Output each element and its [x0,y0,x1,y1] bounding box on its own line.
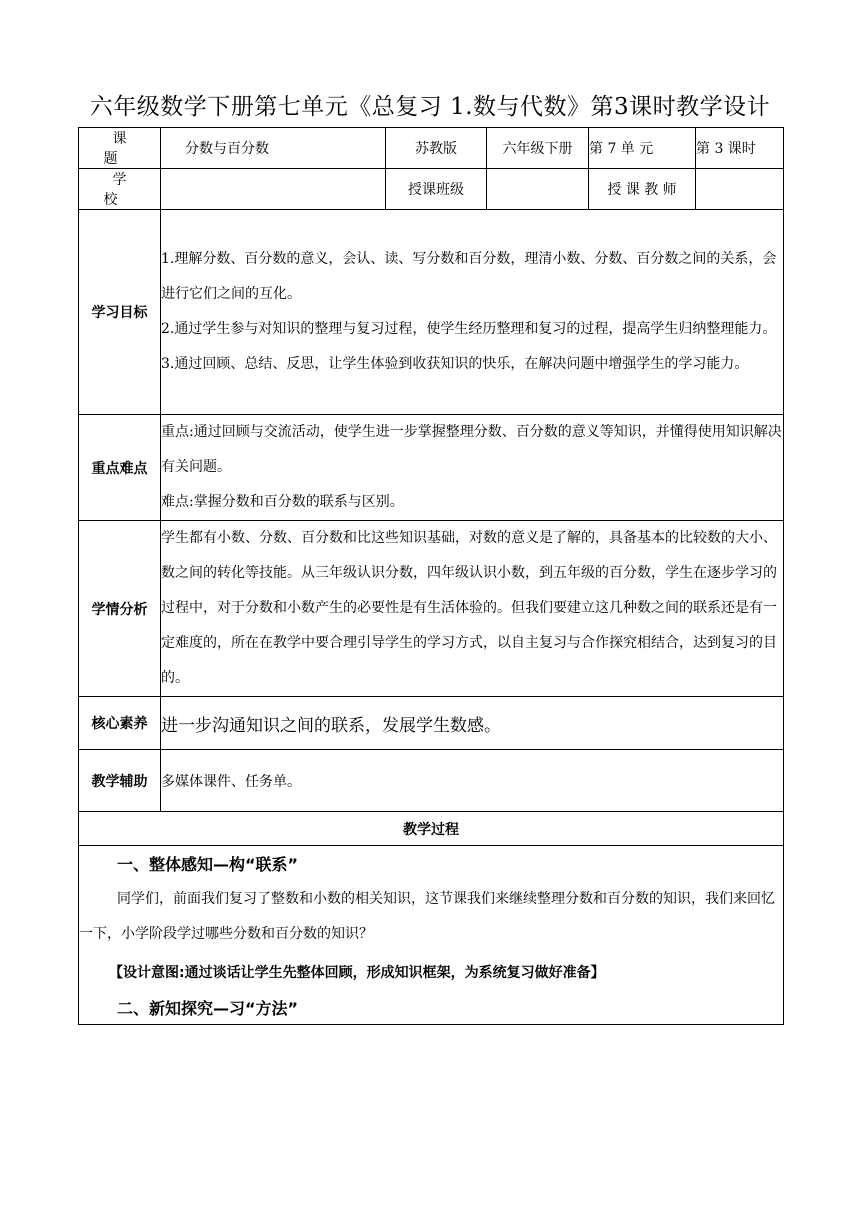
analysis-content [161,521,784,697]
topic-label: 课 题 [79,128,161,169]
row-literacy [79,697,784,750]
row-process-header [79,812,784,846]
school-value [161,169,386,210]
teacher-label: 授 课 教 师 [589,169,696,210]
publisher-value: 苏教版 [386,128,487,169]
keypoint-item: 重点:通过回顾与交流活动，使学生进一步掌握整理分数、百分数的意义等知识，并懂得使用知识解决有关问题。 [161,424,782,475]
goal-item: 3.通过回顾、总结、反思，让学生体验到收获知识的快乐，在解决问题中增强学生的学习能力。 [161,356,749,372]
keypoint-item: 难点:掌握分数和百分数的联系与区别。 [161,494,404,510]
goals-label: 学习目标 [79,210,161,415]
keypoints-content [161,415,784,521]
row-analysis [79,521,784,697]
analysis-label: 学情分析 [79,521,161,697]
row-aids [79,750,784,812]
row-process [79,846,784,1025]
unit-value: 第 7 单 元 [589,128,696,169]
goals-content [161,210,784,415]
row-goals [79,210,784,415]
section1-text: 同学们，前面我们复习了整数和小数的相关知识，这节课我们来继续整理分数和百分数的知识，我们来回忆一下，小学阶段学过哪些分数和百分数的知识？ [79,891,775,942]
literacy-content: 进一步沟通知识之间的联系，发展学生数感。 [161,697,784,750]
topic-value: 分数与百分数 [161,128,386,169]
class-value [487,169,589,210]
design-intent: 【设计意图:通过谈话让学生先整体回顾，形成知识框架，为系统复习做好准备】 [109,965,605,981]
row-school [79,169,784,210]
teacher-value [696,169,784,210]
process-header: 教学过程 [79,812,784,846]
aids-label: 教学辅助 [79,750,161,812]
row-topic [79,128,784,169]
document-title: 六年级数学下册第七单元《总复习 1.数与代数》第3课时教学设计 [89,94,771,120]
lesson-plan-table [78,127,784,1025]
goal-item: 1.理解分数、百分数的意义，会认、读、写分数和百分数，理清小数、分数、百分数之间的关系，会进行它们之间的互化。 [161,251,777,302]
literacy-label: 核心素养 [79,697,161,750]
aids-content: 多媒体课件、任务单。 [161,750,784,812]
grade-value: 六年级下册 [487,128,589,169]
lesson-value: 第 3 课时 [696,128,784,169]
class-label: 授课班级 [386,169,487,210]
school-label: 学 校 [79,169,161,210]
analysis-text: 学生都有小数、分数、百分数和比这些知识基础，对数的意义是了解的，具备基本的比较数的大小、数之间的转化等技能。从三年级认识分数，四年级认识小数，到五年级的百分数，学生在逐步学习的过程中，对于分数和小数产生的必要性是有生活体验的。但我们要建立这几种数之间的联系还是有一定难度的，所在在教学中要合理引导学生的学习方式，以自主复习与合作探究相结合，达到复习的目的。 [161,530,777,686]
section2-heading: 二、新知探究—习“方法” [117,999,299,1018]
row-keypoints [79,415,784,521]
keypoints-label: 重点难点 [79,415,161,521]
process-content [79,846,784,1025]
goal-item: 2.通过学生参与对知识的整理与复习过程，使学生经历整理和复习的过程，提高学生归纳整理能力。 [161,321,777,337]
section1-heading: 一、整体感知—构“联系” [117,855,299,874]
